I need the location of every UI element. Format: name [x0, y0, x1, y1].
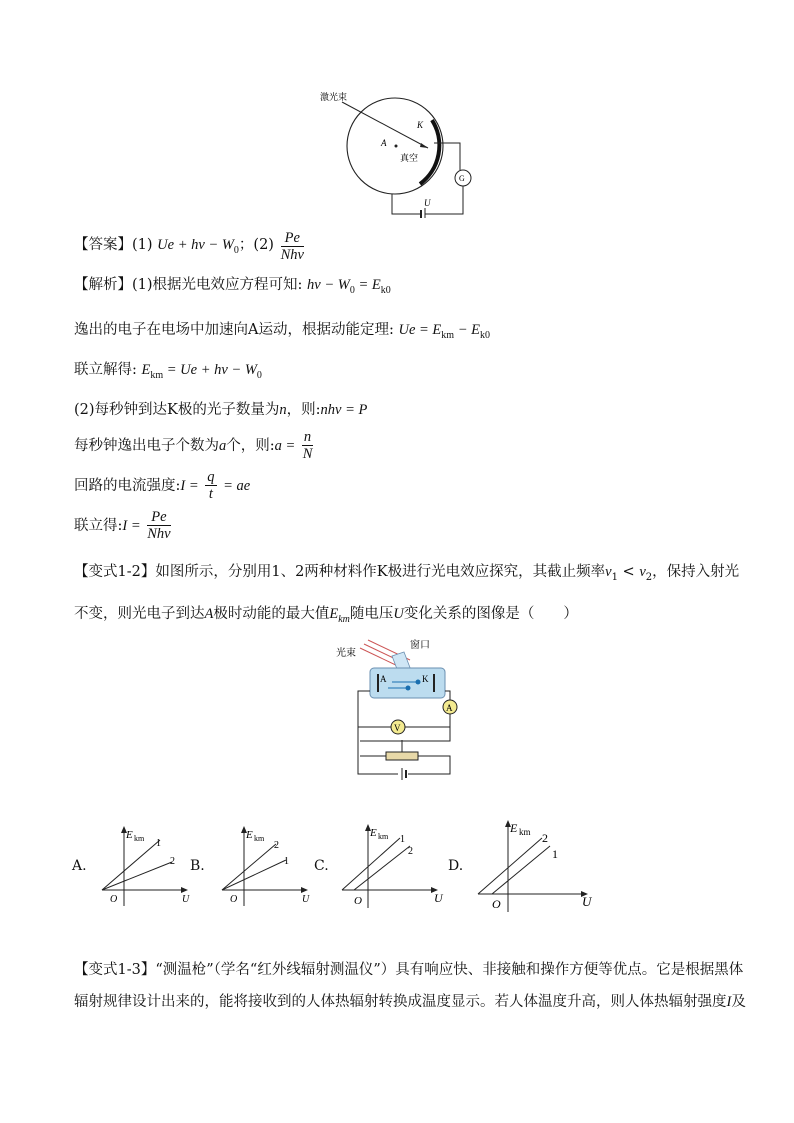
anode-label: A [380, 674, 387, 684]
svg-text:O: O [354, 895, 362, 907]
graph-option-c[interactable] [330, 820, 448, 912]
svg-text:2: 2 [170, 856, 175, 867]
svg-text:E: E [370, 827, 377, 839]
svg-text:U: U [182, 894, 190, 905]
analysis-line-3: 联立解得: $E_{km} = Ue + h\nu - W_0$ [74, 362, 262, 381]
graph-option-b[interactable] [206, 822, 321, 912]
electrode-a-label: A [381, 138, 387, 148]
graph-option-d[interactable] [472, 816, 602, 916]
vacuum-label: 真空 [400, 153, 419, 163]
svg-text:km: km [519, 827, 531, 837]
beam-label: 光束 [336, 648, 356, 659]
analysis-line-4: (2)每秒钟到达K极的光子数量为n，则:nhν = P [74, 402, 368, 418]
answer-line: 【答案】(1) $Ue + h\nu - W_0$；(2) $\frac{Pe}{\text{Nhν}}$ [74, 230, 304, 263]
svg-text:O: O [110, 894, 118, 905]
analysis-tag: 【解析】 [74, 277, 132, 293]
photoelectric-tube-figure [330, 636, 465, 781]
svg-text:km: km [378, 832, 389, 841]
cathode-label: K [422, 674, 429, 684]
variant12-tag: 【变式1-2】 [74, 564, 156, 580]
photoelectric-sphere-figure [310, 88, 485, 218]
svg-text:2: 2 [408, 846, 413, 857]
graph-option-a[interactable] [86, 822, 201, 912]
window-label: 窗口 [410, 640, 430, 651]
analysis-line-5: 每秒钟逸出电子个数为a个，则:a = $\frac{n}{N}$ [74, 429, 313, 462]
analysis-line-2: 逸出的电子在电场中加速向A运动，根据动能定理: $Ue = E_{km} - E_{k0}$ [74, 322, 490, 341]
answer-tag: 【答案】 [74, 237, 132, 253]
svg-text:O: O [492, 897, 501, 911]
answer-fraction: $\frac{Pe}{\text{Nhν}}$ [280, 230, 304, 263]
svg-text:1: 1 [400, 834, 405, 845]
option-a[interactable]: A. [72, 858, 87, 874]
variant13-line-1: 【变式1-3】“测温枪”（学名“红外线辐射测温仪”）具有响应快、非接触和操作方便等优点。它是根据黑体 [74, 962, 744, 978]
voltmeter-label: V [394, 723, 401, 733]
svg-text:O: O [230, 894, 238, 905]
option-d[interactable]: D. [448, 858, 464, 874]
svg-text:U: U [434, 891, 443, 905]
variant13-line-2: 辐射规律设计出来的，能将接收到的人体热辐射转换成温度显示。若人体温度升高，则人体热辐射强度I及 [74, 994, 746, 1010]
option-b[interactable]: B. [190, 858, 205, 874]
ammeter-label: A [446, 703, 453, 713]
voltage-label: U [424, 198, 431, 208]
svg-text:E: E [510, 821, 518, 835]
variant12-line-1: 【变式1-2】如图所示，分别用1、2两种材料作K极进行光电效应探究，其截止频率$\nu_1 < \nu_2$，保持入射光 [74, 564, 740, 583]
svg-text:1: 1 [156, 838, 161, 849]
laser-label: 激光束 [320, 92, 348, 102]
svg-text:km: km [254, 834, 265, 843]
analysis-line-1: 【解析】(1)根据光电效应方程可知: $h\nu - W_0 = E_{k0}$ [74, 277, 391, 296]
svg-text:1: 1 [284, 856, 289, 867]
svg-text:U: U [582, 894, 592, 909]
variant13-tag: 【变式1-3】 [74, 962, 156, 978]
electrode-k-label: K [417, 120, 424, 130]
svg-text:E: E [246, 829, 253, 841]
svg-text:2: 2 [542, 831, 548, 845]
galvanometer-label: G [459, 174, 465, 183]
variant12-line-2: 不变，则光电子到达A极时动能的最大值$E_{km}$随电压U变化关系的图像是（ ） [74, 606, 578, 625]
option-c[interactable]: C. [314, 858, 329, 874]
answer-expr1: $Ue + h\nu - W_0$ [157, 237, 239, 256]
svg-text:E: E [126, 829, 133, 841]
svg-text:U: U [302, 894, 310, 905]
analysis-line-7: 联立得:I = $\frac{Pe}{\text{Nhν}}$ [74, 509, 171, 542]
analysis-line-6: 回路的电流强度:I = $\frac{q}{t}$ = ae [74, 469, 251, 502]
svg-text:km: km [134, 834, 145, 843]
svg-text:2: 2 [274, 840, 279, 851]
svg-text:1: 1 [552, 847, 558, 861]
